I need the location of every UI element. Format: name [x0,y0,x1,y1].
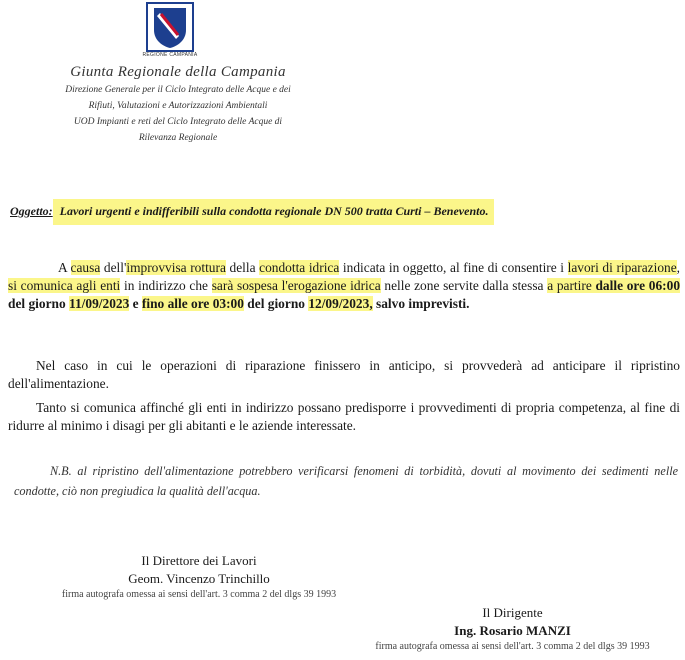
highlight: improvvisa rottura [126,260,226,275]
highlight: causa [70,260,101,275]
body-paragraph-1: A causa dell'improvvisa rottura della condotta idrica indicata in oggetto, al fine di consentire i lavori di riparazione, si comunica agli enti in indirizzo che sarà sospesa l'erogazione idrica nelle zone servite dalla stessa a partire dalle ore 06:00 del giorno 11/09/2023 e fino alle ore 03:00 del giorno 12/09/2023, salvo imprevisti. [8,260,681,311]
highlight: si comunica agli enti [8,278,121,293]
signature-role: Il Direttore dei Lavori [141,553,257,568]
subject-line [10,204,494,219]
highlight-bold: 11/09/2023 [69,296,130,311]
signature-role: Il Dirigente [482,605,543,620]
department-line-2: Rifiuti, Valutazioni e Autorizzazioni Ambientali [88,101,268,111]
signature-director [18,552,380,602]
highlight-bold: fino alle ore 03:00 [141,296,244,311]
highlight: lavori di riparazione [567,260,677,275]
subject-label: Oggetto: [10,204,53,218]
highlight: condotta idrica [259,260,340,275]
department-line-1: Direzione Generale per il Ciclo Integrato delle Acque e dei [65,85,291,95]
institution-name: Giunta Regionale della Campania [70,64,286,80]
signature-dirigente [340,604,685,654]
body-paragraph-3: Tanto si comunica affinché gli enti in indirizzo possano predisporre i provvedimenti di propria competenza, al fine di ridurre al minimo i disagi per gli abitanti e le aziende interessate. [8,400,680,433]
highlight: sarà sospesa l'erogazione idrica [211,278,381,293]
nota-bene: N.B. al ripristino dell'alimentazione potrebbero verificarsi fenomeni di torbidità, dovuti al movimento dei sedimenti nelle condotte, ciò non pregiudica la qualità dell'acqua. [14,464,678,498]
signature-name: Geom. Vincenzo Trinchillo [128,571,270,586]
signature-name: Ing. Rosario MANZI [454,623,571,638]
highlight-bold: dalle ore 06:00 [591,278,681,293]
letterhead-department [18,62,338,146]
signature-note: firma autografa omessa ai sensi dell'art. 3 comma 2 del dlgs 39 1993 [61,589,337,600]
highlight-bold: 12/09/2023, [308,296,373,311]
department-line-3: UOD Impianti e reti del Ciclo Integrato delle Acque di [73,117,283,127]
regione-campania-coat-of-arms [146,2,194,52]
highlight: a partire [547,278,592,293]
department-line-4: Rilevanza Regionale [138,133,218,143]
subject-text: Lavori urgenti e indifferibili sulla condotta regionale DN 500 tratta Curti – Benevento. [53,199,495,225]
logo-caption: REGIONE CAMPANIA [142,52,198,58]
body-paragraph-2: Nel caso in cui le operazioni di riparazione finissero in anticipo, si provvederà ad anticipare il ripristino dell'alimentazione. [8,358,680,391]
signature-note: firma autografa omessa ai sensi dell'art. 3 comma 2 del dlgs 39 1993 [375,641,650,652]
